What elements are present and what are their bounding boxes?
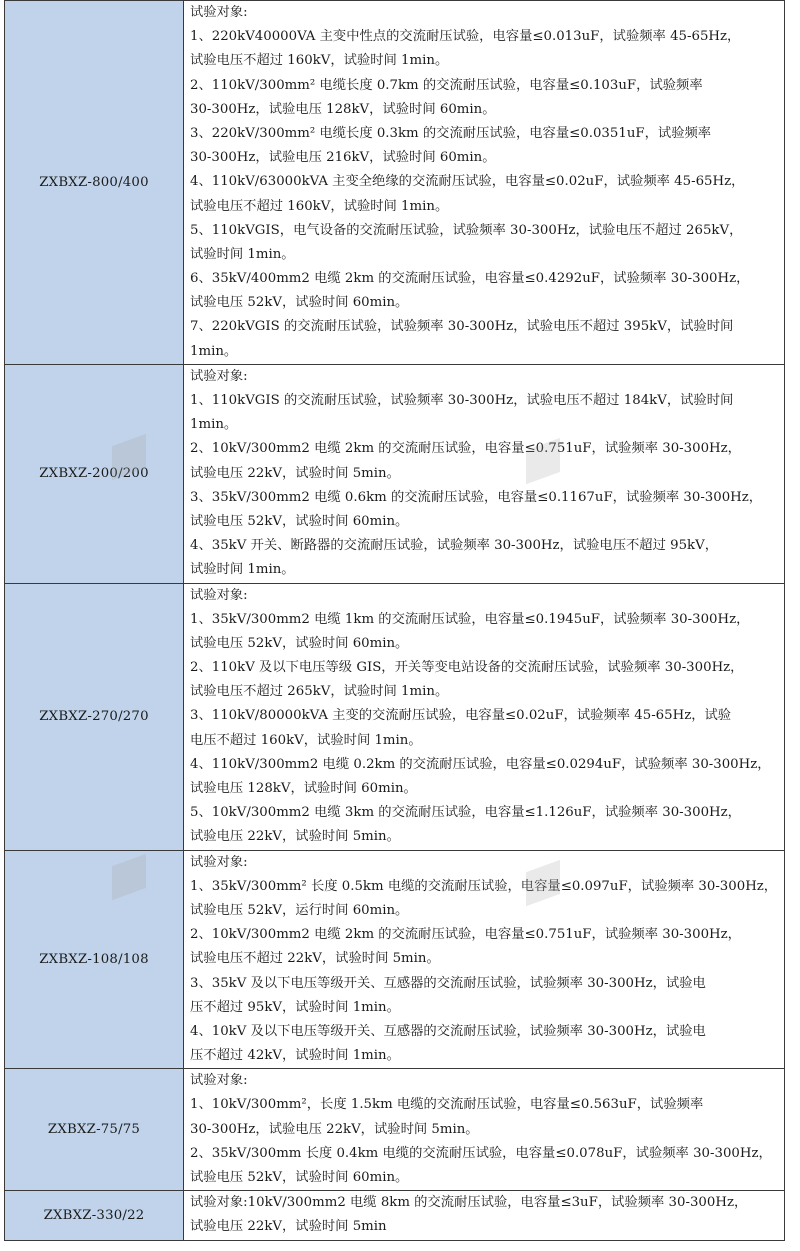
description-cell: [184, 1069, 785, 1191]
description-line: 2、35kV/300mm 长度 0.4km 电缆的交流耐压试验，电容量≤0.078uF，试验频率 30-300Hz，: [190, 1145, 772, 1161]
model-cell: ZXBXZ-800/400: [5, 1, 184, 365]
description-line: 试验对象:: [190, 5, 248, 20]
description-line: 30-300Hz，试验电压 22kV，试验时间 5min。: [190, 1121, 479, 1137]
description-line: 2、110kV 及以下电压等级 GIS，开关等变电站设备的交流耐压试验，试验频率 30-300Hz，: [190, 660, 744, 676]
model-cell: ZXBXZ-270/270: [5, 583, 184, 850]
description-line: 试验电压不超过 22kV，试验时间 5min。: [190, 951, 440, 967]
description-line: 3、110kV/80000kVA 主变的交流耐压试验，电容量≤0.02uF，试验频率 45-65Hz，试验: [190, 708, 732, 724]
description-line: 试验电压 52kV，试验时间 60min。: [190, 1170, 409, 1185]
description-cell: [184, 583, 785, 850]
model-cell: ZXBXZ-200/200: [5, 364, 184, 583]
description-line: 4、35kV 开关、断路器的交流耐压试验，试验频率 30-300Hz，试验电压不超过 95kV，: [190, 538, 719, 554]
spec-table-body: [5, 1, 785, 1241]
description-line: 压不超过 95kV，试验时间 1min。: [190, 999, 400, 1015]
description-line: 压不超过 42kV，试验时间 1min。: [190, 1048, 400, 1064]
description-line: 2、110kV/300mm² 电缆长度 0.7km 的交流耐压试验，电容量≤0.103uF，试验频率: [190, 77, 703, 93]
description-line: 1、35kV/300mm² 长度 0.5km 电缆的交流耐压试验，电容量≤0.097uF，试验频率 30-300Hz，: [190, 878, 778, 894]
table-row: [5, 583, 785, 850]
description-line: 试验电压 22kV，试验时间 5min: [190, 1219, 387, 1235]
description-cell: [184, 1, 785, 365]
description-cell: [184, 364, 785, 583]
description-line: 试验对象:: [190, 854, 248, 870]
description-line: 3、35kV/300mm2 电缆 0.6km 的交流耐压试验，电容量≤0.1167uF，试验频率 30-300Hz，: [190, 489, 763, 505]
description-line: 电压不超过 160kV，试验时间 1min。: [190, 732, 422, 748]
description-line: 试验对象:10kV/300mm2 电缆 8km 的交流耐压试验，电容量≤3uF，试验频率 30-300Hz，: [190, 1195, 748, 1211]
description-line: 1、10kV/300mm²，长度 1.5km 电缆的交流耐压试验，电容量≤0.563uF，试验频率: [190, 1097, 704, 1113]
description-line: 7、220kVGIS 的交流耐压试验，试验频率 30-300Hz，试验电压不超过 395kV，试验时间: [190, 319, 734, 335]
description-line: 6、35kV/400mm2 电缆 2km 的交流耐压试验，电容量≤0.4292uF，试验频率 30-300Hz，: [190, 271, 750, 287]
description-line: 试验时间 1min。: [190, 246, 295, 262]
description-line: 3、35kV 及以下电压等级开关、互感器的交流耐压试验，试验频率 30-300Hz，试验电: [190, 975, 706, 991]
description-line: 1、220kV40000VA 主变中性点的交流耐压试验，电容量≤0.013uF，试验频率 45-65Hz，: [190, 29, 741, 45]
description-line: 试验电压不超过 160kV，试验时间 1min。: [190, 53, 449, 69]
description-line: 2、10kV/300mm2 电缆 2km 的交流耐压试验，电容量≤0.751uF，试验频率 30-300Hz，: [190, 927, 741, 943]
description-cell: [184, 1191, 785, 1240]
description-line: 5、110kVGIS，电气设备的交流耐压试验，试验频率 30-300Hz，试验电压不超过 265kV，: [190, 222, 743, 238]
description-line: 试验电压 22kV，试验时间 5min。: [190, 829, 400, 845]
description-line: 试验电压 52kV，运行时间 60min。: [190, 902, 409, 918]
description-line: 试验对象:: [190, 587, 248, 603]
table-row: [5, 1, 785, 365]
description-line: 试验对象:: [190, 1073, 248, 1089]
description-line: 30-300Hz，试验电压 216kV，试验时间 60min。: [190, 150, 496, 166]
spec-table: [4, 0, 785, 1241]
description-line: 试验电压不超过 160kV，试验时间 1min。: [190, 198, 449, 214]
model-cell: ZXBXZ-75/75: [5, 1069, 184, 1191]
description-line: 试验时间 1min。: [190, 562, 295, 578]
description-cell: [184, 850, 785, 1069]
description-line: 试验对象:: [190, 368, 248, 384]
description-line: 1、110kVGIS 的交流耐压试验，试验频率 30-300Hz，试验电压不超过 184kV，试验时间: [190, 393, 734, 408]
description-line: 2、10kV/300mm2 电缆 2km 的交流耐压试验，电容量≤0.751uF，试验频率 30-300Hz，: [190, 441, 741, 457]
model-cell: ZXBXZ-330/22: [5, 1191, 184, 1240]
description-line: 1min。: [190, 417, 238, 433]
description-line: 4、10kV 及以下电压等级开关、互感器的交流耐压试验，试验频率 30-300Hz，试验电: [190, 1023, 706, 1039]
description-line: 试验电压 52kV，试验时间 60min。: [190, 295, 409, 311]
table-row: [5, 1069, 785, 1191]
description-line: 4、110kV/63000kVA 主变全绝缘的交流耐压试验，电容量≤0.02uF，试验频率 45-65Hz，: [190, 174, 745, 190]
description-line: 1、35kV/300mm2 电缆 1km 的交流耐压试验，电容量≤0.1945uF，试验频率 30-300Hz，: [190, 611, 750, 627]
description-line: 4、110kV/300mm2 电缆 0.2km 的交流耐压试验，电容量≤0.0294uF，试验频率 30-300Hz，: [190, 756, 771, 772]
description-line: 试验电压 52kV，试验时间 60min。: [190, 513, 409, 529]
description-line: 3、220kV/300mm² 电缆长度 0.3km 的交流耐压试验，电容量≤0.0351uF，试验频率: [190, 125, 712, 141]
table-row: [5, 1191, 785, 1240]
description-line: 1min。: [190, 343, 238, 359]
description-line: 试验电压 22kV，试验时间 5min。: [190, 465, 400, 481]
description-line: 试验电压 52kV，试验时间 60min。: [190, 635, 409, 651]
description-line: 30-300Hz，试验电压 128kV，试验时间 60min。: [190, 101, 496, 117]
description-line: 试验电压 128kV，试验时间 60min。: [190, 781, 417, 796]
description-line: 试验电压不超过 265kV，试验时间 1min。: [190, 684, 449, 700]
description-line: 5、10kV/300mm2 电缆 3km 的交流耐压试验，电容量≤1.126uF，试验频率 30-300Hz，: [190, 805, 741, 821]
model-cell: ZXBXZ-108/108: [5, 850, 184, 1069]
